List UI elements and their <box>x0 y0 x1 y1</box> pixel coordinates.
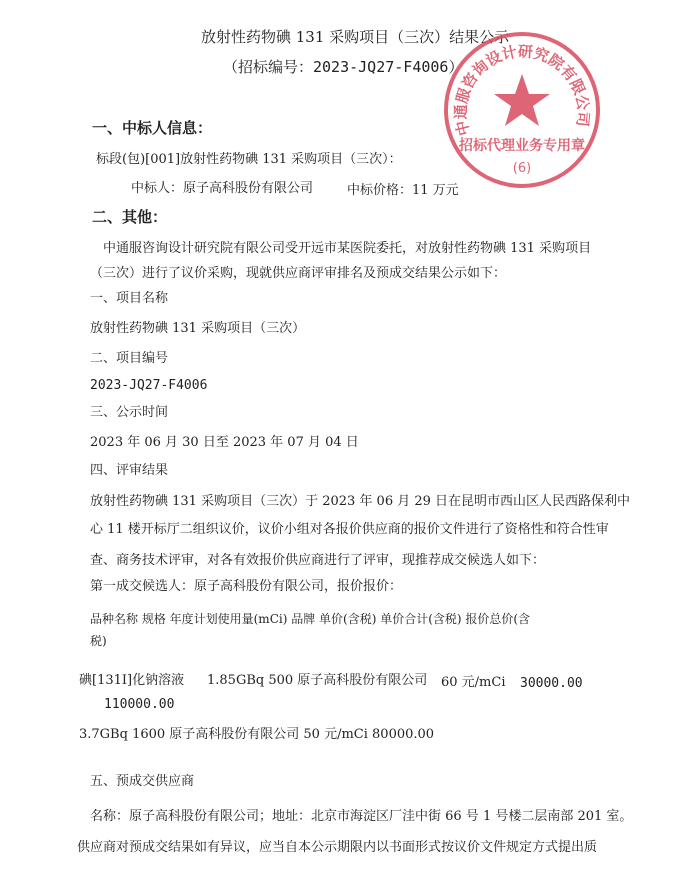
official-seal <box>438 26 606 194</box>
table-header-wrap: 税) <box>90 634 107 648</box>
item2-value: 2023-JQ27-F4006 <box>90 378 208 393</box>
page-title: 放射性药物碘 131 采购项目（三次）结果公示 <box>201 28 510 46</box>
section-winner-heading: 一、中标人信息： <box>92 119 213 137</box>
intro-line-2: （三次）进行了议价采购，现就供应商评审排名及预成交结果公示如下： <box>90 266 507 281</box>
lot-line: 标段(包)[001]放射性药物碘 131 采购项目（三次）： <box>96 152 402 167</box>
item3-title: 三、公示时间 <box>90 405 169 420</box>
review-line-1: 放射性药物碘 131 采购项目（三次）于 2023 年 06 月 29 日在昆明市西山区人民西路保利中 <box>90 494 631 509</box>
objection-line: 供应商对预成交结果如有异议，应当自本公示期限内以书面形式按议价文件规定方式提出质 <box>77 840 598 855</box>
row1-spec: 1.85GBq 500 原子高科股份有限公司 <box>207 673 428 688</box>
candidate-line: 第一成交候选人：原子高科股份有限公司，报价报价： <box>90 579 403 594</box>
seal-center-text: 招标代理业务专用章 <box>459 138 585 154</box>
row1-subtotal: 30000.00 <box>520 676 583 691</box>
supplier-line: 名称：原子高科股份有限公司；地址：北京市海淀区厂洼中街 66 号 1 号楼二层南部 201 室。 <box>90 809 633 824</box>
star-icon <box>494 74 550 126</box>
bid-number-line: （招标编号：2023-JQ27-F4006） <box>223 58 464 76</box>
seal-number: (6) <box>512 161 532 176</box>
review-line-3: 查、商务技术评审，对各有效报价供应商进行了评审，现推荐成交候选人如下： <box>90 553 546 568</box>
item4-title: 四、评审结果 <box>90 463 169 478</box>
row1-total: 110000.00 <box>104 697 175 712</box>
row1-unit-price: 60 元/mCi <box>441 675 506 690</box>
winner-name: 中标人：原子高科股份有限公司 <box>131 181 314 196</box>
intro-line-1: 中通服咨询设计研究院有限公司受开远市某医院委托，对放射性药物碘 131 采购项目 <box>103 241 592 256</box>
table-header: 品种名称 规格 年度计划使用量(mCi) 品牌 单价(含税) 单价合计(含税) 报价总价(含 <box>90 612 531 626</box>
item2-title: 二、项目编号 <box>90 351 169 366</box>
row1-name: 碘[131I]化钠溶液 <box>79 673 185 688</box>
seal-ring-text: 中通服咨询设计研究院有限公司 <box>451 42 593 138</box>
seal-icon <box>438 26 606 194</box>
winner-price: 中标价格：11 万元 <box>347 183 459 198</box>
item1-title: 一、项目名称 <box>90 291 169 306</box>
table-row: 3.7GBq 1600 原子高科股份有限公司 50 元/mCi 80000.00 <box>79 727 435 742</box>
item1-value: 放射性药物碘 131 采购项目（三次） <box>90 321 306 336</box>
review-line-2: 心 11 楼开标厅二组织议价，议价小组对各报价供应商的报价文件进行了资格性和符合性审 <box>90 522 609 537</box>
section-other-heading: 二、其他： <box>92 208 168 226</box>
item5-title: 五、预成交供应商 <box>90 774 195 789</box>
item3-value: 2023 年 06 月 30 日至 2023 年 07 月 04 日 <box>90 435 359 450</box>
